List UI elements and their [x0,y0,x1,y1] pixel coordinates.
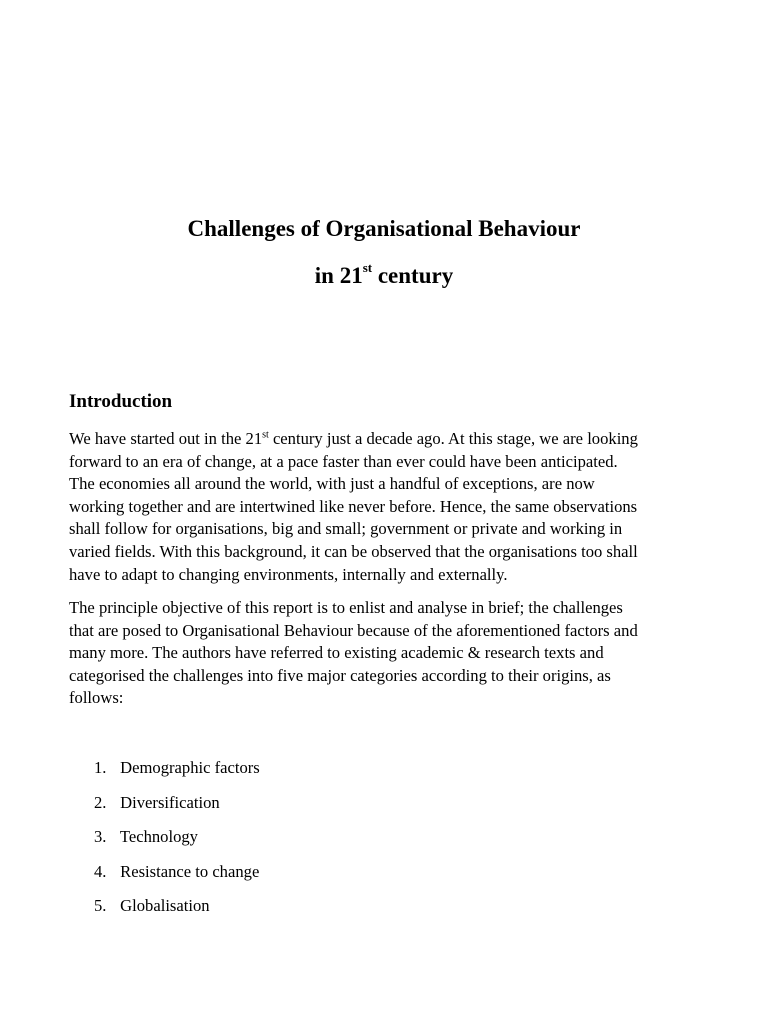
paragraph-line: that are posed to Organisational Behaviour because of the aforementioned factors and [69,620,638,640]
list-item-number: 3. [94,827,107,846]
list-item [94,861,260,896]
list-item-text: Globalisation [120,896,210,915]
title-line-2-superscript: st [362,260,373,276]
paragraph-line-suffix: century just a decade ago. At this stage, we are looking [268,429,638,448]
list-item-number: 4. [94,861,107,881]
document-title [0,215,768,243]
list-item-text: Technology [119,827,198,846]
paragraph-line-superscript: st [262,429,269,441]
paragraph-line: categorised the challenges into five major categories according to their origins, as [69,665,611,685]
list-item-text: Resistance to change [120,861,260,881]
list-item-number: 2. [94,792,107,812]
paragraph-line: have to adapt to changing environments, internally and externally. [69,564,508,584]
paragraph-line: forward to an era of change, at a pace faster than ever could have been anticipated. [69,451,618,471]
introduction-heading: Introduction [69,391,173,412]
list-item [94,826,260,861]
list-item-text: Demographic factors [120,758,260,777]
list-item-number: 5. [94,896,107,915]
list-item [94,757,260,792]
title-line-1: Challenges of Organisational Behaviour [187,216,581,241]
list-item-text: Diversification [120,792,220,812]
title-line-2-prefix: in 21 [314,263,363,288]
paragraph-line: follows: [69,688,124,708]
introduction-paragraph-1 [69,428,709,586]
paragraph-line: The economies all around the world, with just a handful of exceptions, are now [69,474,595,494]
introduction-paragraph-2 [69,597,709,710]
list-item-number: 1. [94,758,107,777]
paragraph-line: The principle objective of this report is to enlist and analyse in brief; the challenges [69,598,623,617]
challenge-categories-list [94,757,260,930]
paragraph-line: varied fields. With this background, it can be observed that the organisations too shall [69,541,638,561]
paragraph-line: shall follow for organisations, big and small; government or private and working in [69,519,623,539]
title-line-2-suffix: century [372,263,454,288]
paragraph-line: many more. The authors have referred to existing academic & research texts and [69,643,604,663]
list-item [94,895,260,930]
list-item [94,792,260,827]
paragraph-line-prefix: We have started out in the 21 [69,429,263,448]
document-subtitle [0,262,768,290]
paragraph-line [69,428,709,451]
paragraph-line: working together and are intertwined like never before. Hence, the same observations [69,496,638,516]
